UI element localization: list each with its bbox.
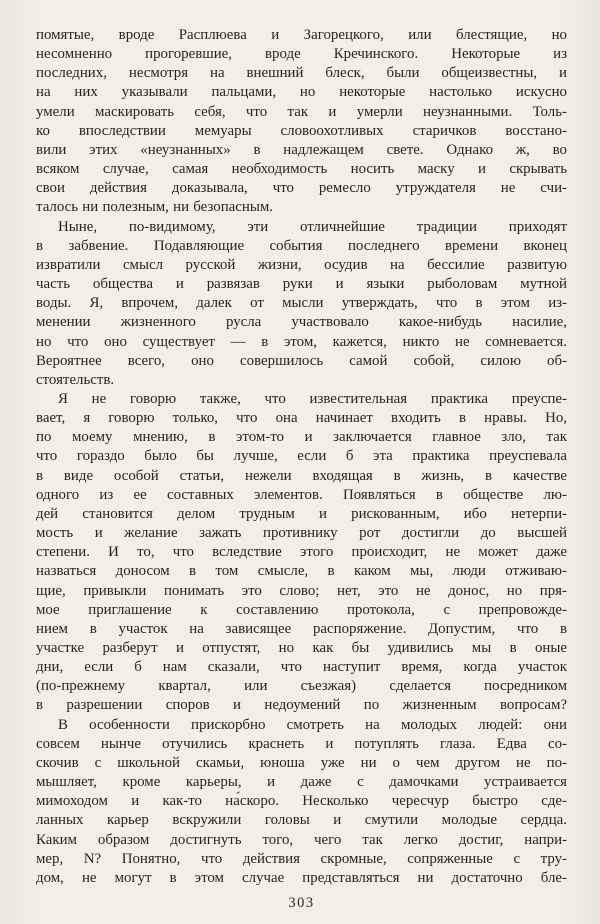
text-line: одного из ее составных элементов. Появляться в обществе лю- — [36, 486, 567, 503]
text-line: в виде особой статьи, нежели входящая в жизнь, в качестве — [36, 467, 567, 484]
text-line: мер, N? Понятно, что действия скромные, сопряженные с тру- — [36, 850, 567, 867]
text-line: Ныне, по-видимому, эти отличнейшие традиции приходят — [58, 218, 567, 235]
text-line: Я не говорю также, что известительная практика преуспе- — [58, 390, 567, 407]
text-line: ко впоследствии мемуары словоохотливых старичков восстано- — [36, 122, 567, 139]
text-line: на них указывали пальцами, но некоторые настолько искусно — [36, 84, 567, 101]
text-line: воды. Я, впрочем, далек от мысли утверждать, что в этом из- — [36, 295, 567, 312]
text-line: Вероятнее всего, оно совершилось самой собой, силою об- — [36, 352, 567, 369]
text-line: нием в участок на зависящее распоряжение. Допустим, что в — [36, 620, 567, 637]
text-line: талось ни полезным, ни безопасным. — [36, 199, 274, 216]
text-line: щие, привыкли понимать это слово; нет, это не донос, но пря- — [36, 582, 567, 599]
text-line: мышляет, кроме карьеры, и даже с дамочками устраивается — [36, 774, 567, 791]
text-line: стоятельств. — [36, 371, 115, 388]
text-line: умели маскировать себя, что так и умерли неузнанными. Толь- — [36, 103, 567, 120]
text-line: участке разберут и отпустят, но как бы удивились мы в оные — [36, 640, 567, 656]
text-line: скочив с школьной скамьи, юноша уже ни о чем другом не по- — [36, 754, 567, 771]
text-line: помятые, вроде Расплюева и Загорецкого, или блестящие, но — [36, 27, 567, 43]
text-line: Каким образом достигнуть того, чего так легко достиг, напри- — [36, 831, 567, 848]
text-line: часть общества и развязав руки и языки рыболовам мутной — [36, 276, 567, 293]
text-line: свои действия доказывала, что ремесло утруждателя не счи- — [36, 180, 567, 197]
text-line: вили этих «неузнанных» в надлежащем свете. Однако ж, во — [36, 141, 567, 158]
text-line: степени. И то, что вследствие этого происходит, не может даже — [36, 544, 567, 561]
text-line: что гораздо было бы лучше, если б эта практика преуспевала — [36, 448, 567, 465]
text-line: мое приглашение к составлению протокола, с препровожде- — [36, 601, 567, 618]
text-line: в разрешении споров и недоумений по жизненным вопросам? — [36, 697, 567, 714]
text-line: дни, если б нам сказали, что наступит время, когда участок — [36, 659, 567, 676]
text-line: несомненно прогоревшие, вроде Кречинского. Некоторые из — [36, 46, 567, 63]
text-line: назваться доносом в том смысле, в каком мы, люди отживаю- — [36, 563, 567, 580]
text-line: извратили смысл русской жизни, осудив на бессилие развитую — [36, 256, 567, 273]
text-line: В особенности прискорбно смотреть на молодых людей: они — [58, 716, 567, 733]
text-line: дом, не могут в этом случае представляться ни достаточно бле- — [36, 869, 567, 886]
text-line: мость и желание зажать противнику рот достигли до высшей — [36, 525, 567, 542]
text-block — [36, 26, 567, 888]
text-line: ланных карьер вскружили головы и смутили молодые сердца. — [36, 812, 567, 829]
text-line: но что оно существует — в этом, кажется, никто не сомневается. — [36, 333, 567, 350]
text-line: вает, я говорю только, что она начинает входить в нравы. Но, — [36, 410, 567, 427]
text-line: совсем нынче отучились краснеть и потуплять глаза. Едва со- — [36, 735, 567, 752]
text-line: всяком случае, самая необходимость носить маску и скрывать — [36, 161, 567, 178]
text-line: по моему мнению, в этом-то и заключается главное зло, так — [36, 429, 567, 446]
text-line: мимоходом и как-то на́скоро. Несколько чересчур быстро сде- — [36, 793, 567, 810]
text-line: менении жизненного русла участвовало какое-нибудь насилие, — [36, 314, 567, 331]
text-line: (по-прежнему квартал, или съезжая) сделается посредником — [36, 678, 567, 695]
text-line: последних, несмотря на внешний блеск, были общеизвестны, и — [36, 65, 567, 82]
page-number: 303 — [288, 895, 315, 912]
text-line: в забвение. Подавляющие события последнего времени вконец — [36, 237, 567, 254]
text-line: дей становится делом трудным и рискованным, ибо нетерпи- — [36, 505, 567, 522]
